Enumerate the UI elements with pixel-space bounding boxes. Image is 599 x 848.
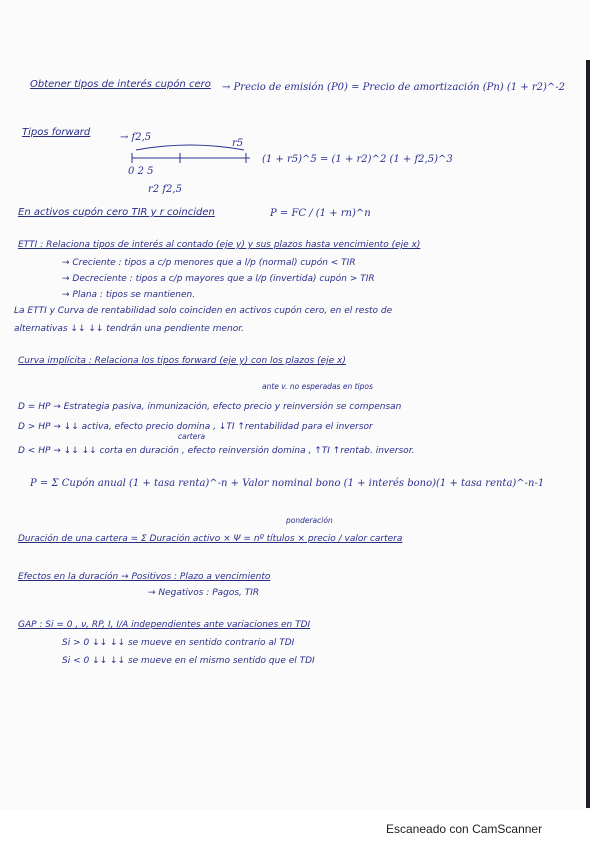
note-line: Obtener tipos de interés cupón cero: [30, 79, 211, 90]
note-line: Curva implícita : Relaciona los tipos forward (eje y) con los plazos (eje x): [18, 356, 346, 366]
note-line: → Plana : tipos se mantienen.: [62, 290, 196, 300]
note-line: La ETTI y Curva de rentabilidad solo coinciden en activos cupón cero, en el resto de: [14, 306, 393, 316]
note-line: ETTI : Relaciona tipos de interés al contado (eje y) y sus plazos hasta vencimiento (eje x): [18, 240, 421, 250]
note-annotation: cartera: [178, 432, 206, 441]
note-line: → Creciente : tipos a c/p menores que a l/p (normal) cupón < TIR: [62, 258, 356, 268]
note-formula: r2 f2,5: [148, 184, 182, 195]
note-formula: → Precio de emisión (P0) = Precio de amortización (Pn) (1 + r2)^-2: [222, 82, 566, 93]
note-formula: P = FC / (1 + rn)^n: [270, 208, 371, 219]
note-line: → Negativos : Pagos, TIR: [148, 588, 260, 598]
note-line: D < HP → ↓↓ ↓↓ corta en duración , efecto reinversión domina , ↑TI ↑rentab. inversor.: [18, 446, 415, 456]
note-formula: → f2,5: [120, 132, 152, 143]
note-line: → Decreciente : tipos a c/p mayores que a l/p (invertida) cupón > TIR: [62, 274, 375, 284]
note-line: alternativas ↓↓ ↓↓ tendrán una pendiente menor.: [14, 324, 244, 334]
note-formula: (1 + r5)^5 = (1 + r2)^2 (1 + f2,5)^3: [262, 154, 453, 165]
timeline-arc: [136, 145, 244, 150]
note-line: Tipos forward: [22, 127, 91, 138]
note-line: Si > 0 ↓↓ ↓↓ se mueve en sentido contrario al TDI: [62, 638, 295, 648]
note-line: GAP : Si = 0 , ν, RP, I, I/A independientes ante variaciones en TDI: [18, 620, 311, 630]
note-line: En activos cupón cero TIR y r coinciden: [18, 207, 215, 218]
note-line: D > HP → ↓↓ activa, efecto precio domina , ↓TI ↑rentabilidad para el inversor: [18, 422, 373, 432]
note-line: Duración de una cartera = Σ Duración activo × Ψ = nº títulos × precio / valor cartera: [18, 534, 403, 544]
scanner-watermark: Escaneado con CamScanner: [386, 822, 543, 836]
note-formula: P = Σ Cupón anual (1 + tasa renta)^-n + Valor nominal bono (1 + interés bono)(1 + tasa renta)^-n-1: [30, 478, 545, 489]
note-formula: 0 2 5: [128, 166, 154, 177]
note-line: Efectos en la duración → Positivos : Plazo a vencimiento: [18, 572, 271, 582]
note-annotation: ponderación: [286, 516, 333, 525]
note-line: D = HP → Estrategia pasiva, inmunización, efecto precio y reinversión se compensan: [18, 402, 402, 412]
note-line: Si < 0 ↓↓ ↓↓ se mueve en el mismo sentido que el TDI: [62, 656, 315, 666]
note-annotation: ante v. no esperadas en tipos: [262, 382, 373, 391]
note-formula: r5: [232, 138, 244, 149]
